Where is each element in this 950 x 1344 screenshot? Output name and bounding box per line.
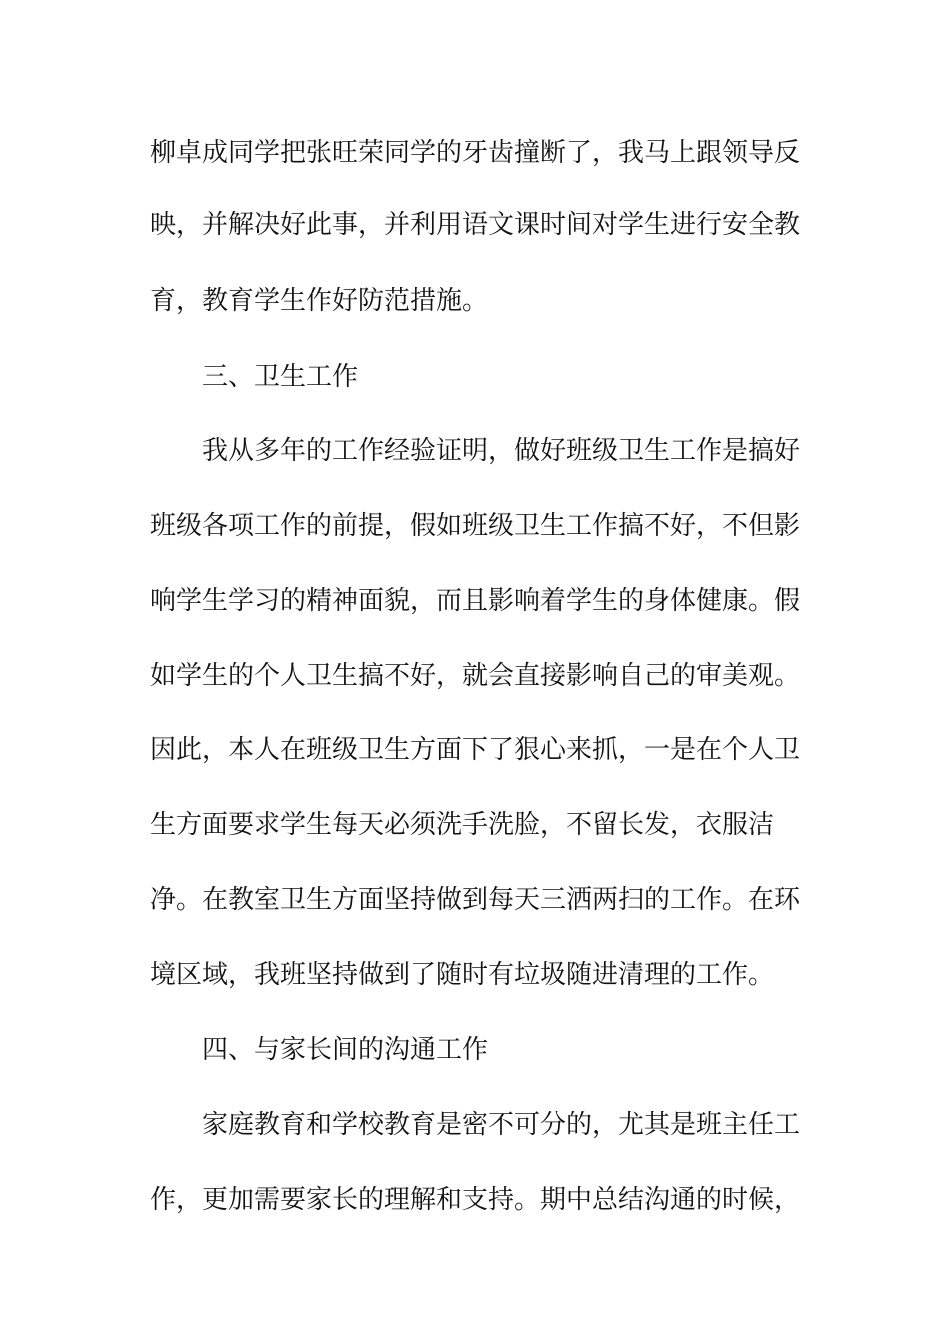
paragraph-line: 映，并解决好此事，并利用语文课时间对学生进行安全教 (150, 210, 800, 240)
paragraph-line: 家庭教育和学校教育是密不可分的，尤其是班主任工 (202, 1110, 800, 1140)
paragraph-line: 我从多年的工作经验证明，做好班级卫生工作是搞好 (202, 436, 800, 466)
paragraph-line: 净。在教室卫生方面坚持做到每天三洒两扫的工作。在环 (150, 885, 800, 915)
paragraph-line: 柳卓成同学把张旺荣同学的牙齿撞断了，我马上跟领导反 (150, 138, 800, 168)
paragraph-line: 班级各项工作的前提，假如班级卫生工作搞不好，不但影 (150, 511, 800, 541)
paragraph-line: 响学生学习的精神面貌，而且影响着学生的身体健康。假 (150, 586, 800, 616)
section-heading-parent-communication: 四、与家长间的沟通工作 (202, 1035, 489, 1065)
paragraph-line: 作，更加需要家长的理解和支持。期中总结沟通的时候， (150, 1185, 800, 1215)
paragraph-line: 境区域，我班坚持做到了随时有垃圾随进清理的工作。 (150, 960, 775, 990)
section-heading-hygiene: 三、卫生工作 (202, 362, 359, 392)
paragraph-line: 如学生的个人卫生搞不好，就会直接影响自己的审美观。 (150, 661, 800, 691)
paragraph-line: 因此，本人在班级卫生方面下了狠心来抓，一是在个人卫 (150, 735, 800, 765)
paragraph-line: 育，教育学生作好防范措施。 (150, 286, 489, 316)
paragraph-line: 生方面要求学生每天必须洗手洗脸，不留长发，衣服洁 (150, 810, 775, 840)
